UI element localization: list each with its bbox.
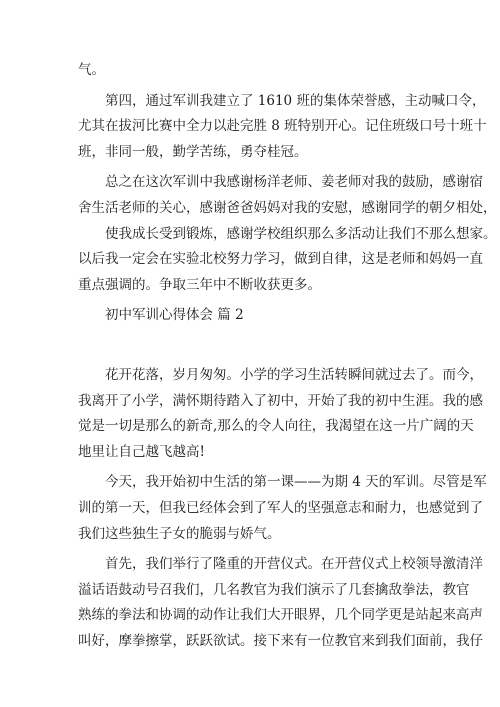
text-line: 班，非同一般，勤学苦练，勇夺桂冠。 [78,143,308,160]
paragraph-ceremony [78,552,483,654]
text-line: 花开花落，岁月匆匆。小学的学习生活转瞬间就过去了。而今， [105,366,483,383]
text-line: 尤其在拔河比赛中全力以赴完胜 8 班特别开心。记住班级口号十班十 [78,118,487,135]
text-line: 叫好，摩拳擦掌，跃跃欲试。接下来有一位教官来到我们面前，我仔 [78,632,483,649]
text-line: 今天，我开始初中生活的第一课——为期 4 天的军训。尽管是军 [105,474,487,491]
text-line: 地里让自己越飞越高! [78,443,205,460]
text-line: 觉是一切是那么的新奇,那么的令人向往，我渴望在这一片广阔的天 [78,418,474,435]
text-line: 我们这些独生子女的脆弱与娇气。 [78,525,281,542]
text-line: 总之在这次军训中我感谢杨洋老师、姜老师对我的鼓励，感谢宿 [105,174,483,191]
text-line: 以后我一定会在实验北校努力学习，做到自律，这是老师和妈妈一直 [78,251,483,268]
paragraph-first-lesson [78,470,487,547]
text-line: 首先，我们举行了隆重的开营仪式。在开营仪式上校领导激清洋 [105,556,483,573]
text-line: 训的第一天，但我已经体会到了军人的坚强意志和耐力，也感觉到了 [78,499,483,516]
text-line: 重点强调的。争取三年中不断收获更多。 [78,276,321,293]
document-body [78,58,497,659]
text-line: 我离开了小学，满怀期待踏入了初中，开始了我的初中生涯。我的感 [78,392,483,409]
paragraph-fourth-point [78,89,487,166]
paragraph-continuation [78,58,430,84]
section-heading: 初中军训心得体会 篇 2 [105,307,244,324]
text-line: 使我成长受到锻炼，感谢学校组织那么多活动让我们不那么想家。 [105,225,497,242]
text-line: 气。 [78,62,105,78]
paragraph-growth [78,222,497,299]
paragraph-summary [78,170,497,221]
text-line: 第四，通过军训我建立了 1610 班的集体荣誉感，主动喊口令， [105,92,486,109]
text-line: 溢话语鼓动号召我们，几名教官为我们演示了几套擒敌拳法，教官 [78,581,470,598]
paragraph-intro [78,363,483,465]
text-line: 熟练的拳法和协调的动作让我们大开眼界，几个同学更是站起来高声 [78,607,483,624]
text-line: 舍生活老师的关心，感谢爸爸妈妈对我的安慰，感谢同学的朝夕相处， [78,199,497,216]
